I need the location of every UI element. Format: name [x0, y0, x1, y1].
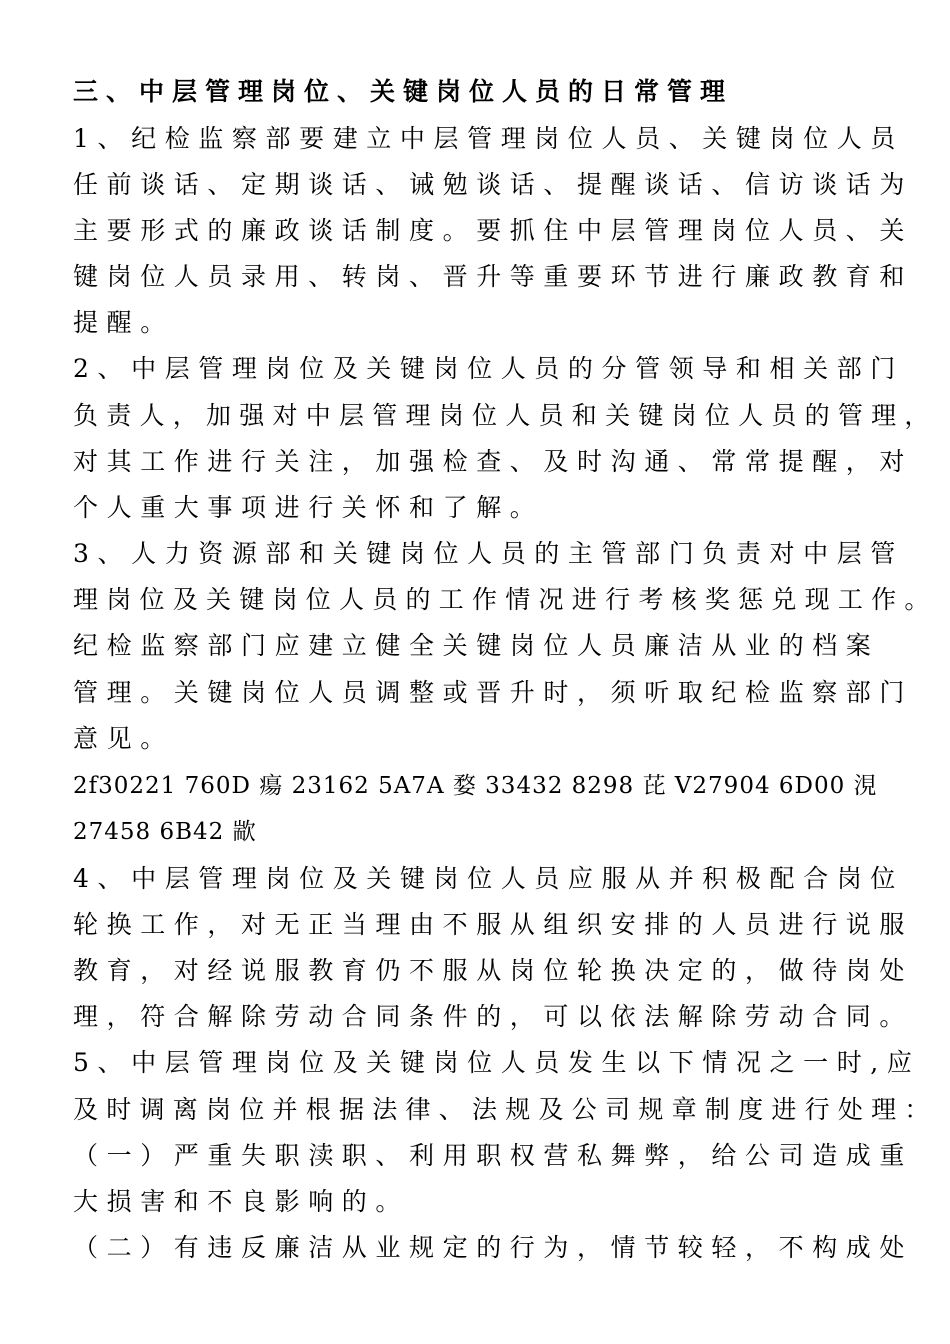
paragraph-line: 提醒。: [73, 308, 174, 337]
code-line: 2f30221 760D 瘍 23162 5A7A 婺 33432 8298 芘 V27904 6D00 涀: [73, 773, 878, 799]
paragraph-line: 大损害和不良影响的。: [73, 1187, 410, 1216]
paragraph-line: 2、中层管理岗位及关键岗位人员的分管领导和相关部门: [73, 354, 904, 383]
code-line: 27458 6B42 歂: [73, 819, 257, 845]
paragraph-line: （一）严重失职渎职、利用职权营私舞弊，给公司造成重: [73, 1141, 914, 1170]
paragraph-line: 意见。: [73, 724, 174, 753]
paragraph-line: （二）有违反廉洁从业规定的行为，情节较轻，不构成处: [73, 1233, 914, 1262]
paragraph-line: 及时调离岗位并根据法律、法规及公司规章制度进行处理：: [73, 1095, 938, 1124]
section-heading: 三、中层管理岗位、关键岗位人员的日常管理: [73, 77, 734, 106]
paragraph-line: 负责人，加强对中层管理岗位人员和关键岗位人员的管理，: [73, 401, 938, 430]
paragraph-line: 纪检监察部门应建立健全关键岗位人员廉洁从业的档案: [73, 631, 880, 660]
paragraph-line: 1、纪检监察部要建立中层管理岗位人员、关键岗位人员: [73, 124, 904, 153]
paragraph-line: 任前谈话、定期谈话、诫勉谈话、提醒谈话、信访谈话为: [73, 170, 914, 199]
paragraph-line: 4、中层管理岗位及关键岗位人员应服从并积极配合岗位: [73, 864, 904, 893]
paragraph-line: 教育，对经说服教育仍不服从岗位轮换决定的，做待岗处: [73, 956, 914, 985]
paragraph-line: 主要形式的廉政谈话制度。要抓住中层管理岗位人员、关: [73, 216, 914, 245]
paragraph-line: 键岗位人员录用、转岗、晋升等重要环节进行廉政教育和: [73, 262, 914, 291]
paragraph-line: 5、中层管理岗位及关键岗位人员发生以下情况之一时,应: [73, 1048, 921, 1077]
paragraph-line: 3、人力资源部和关键岗位人员的主管部门负责对中层管: [73, 539, 904, 568]
paragraph-line: 管理。关键岗位人员调整或晋升时，须听取纪检监察部门: [73, 678, 914, 707]
paragraph-line: 轮换工作，对无正当理由不服从组织安排的人员进行说服: [73, 910, 914, 939]
paragraph-line: 对其工作进行关注，加强检查、及时沟通、常常提醒，对: [73, 447, 914, 476]
paragraph-line: 个人重大事项进行关怀和了解。: [73, 493, 544, 522]
paragraph-line: 理岗位及关键岗位人员的工作情况进行考核奖惩兑现工作。: [73, 585, 938, 614]
paragraph-line: 理，符合解除劳动合同条件的，可以依法解除劳动合同。: [73, 1002, 914, 1031]
